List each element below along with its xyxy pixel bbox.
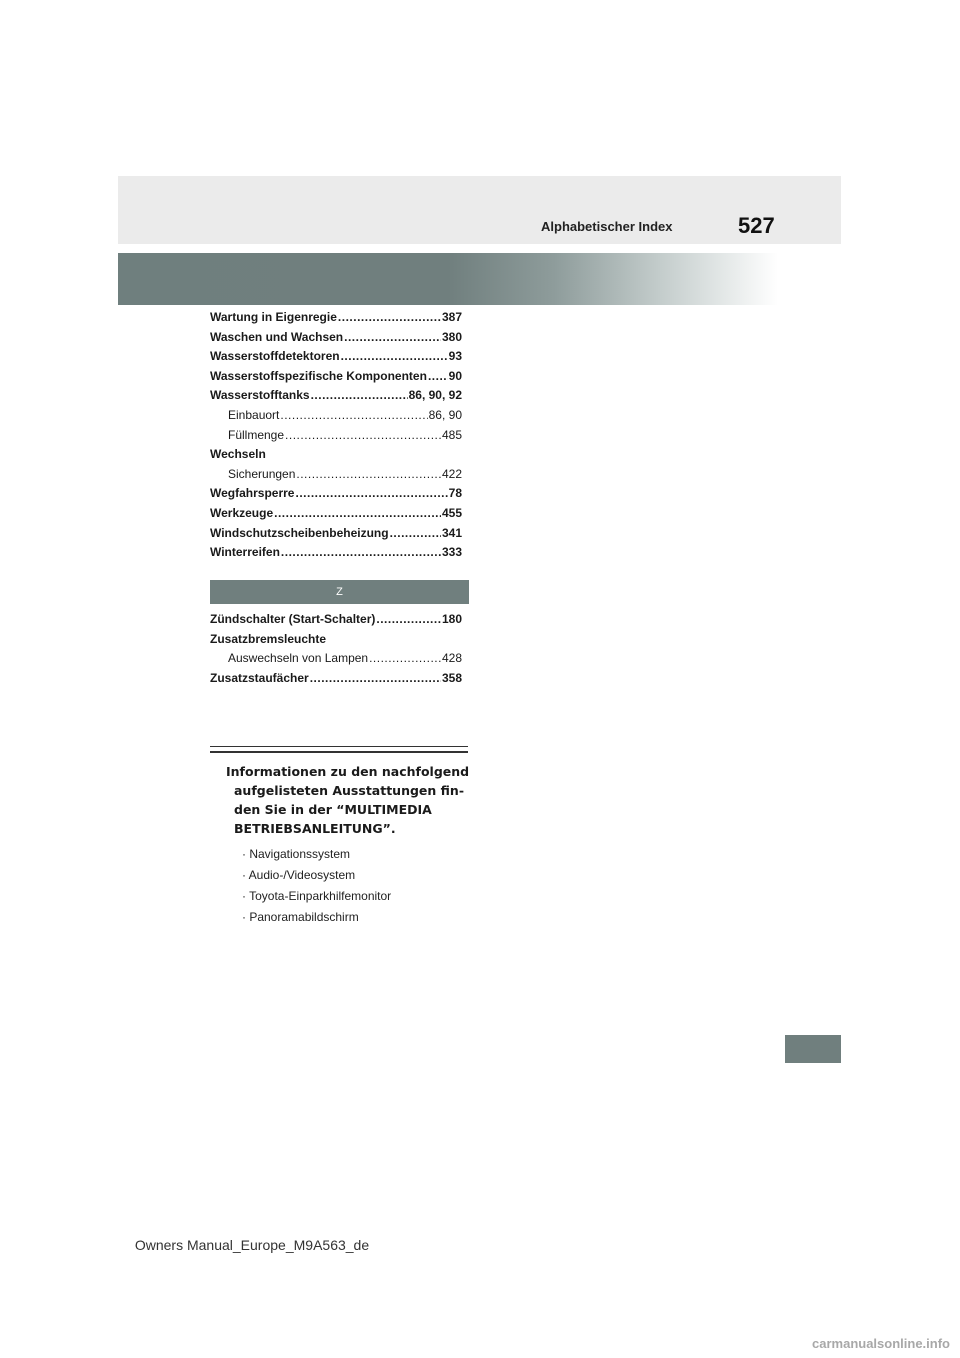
dot-leader [311, 386, 408, 406]
index-entry-label: Zusatzstaufächer [210, 670, 309, 685]
section-title: Alphabetischer Index [541, 219, 673, 234]
index-entry [210, 308, 462, 328]
index-entry-page: 86, 90, 92 [408, 388, 462, 403]
footer [0, 1237, 960, 1253]
index-entry-label: Zündschalter (Start-Schalter) [210, 612, 376, 626]
dot-leader [281, 543, 441, 563]
index-entry [210, 504, 462, 524]
index-entry-page: 387 [441, 310, 462, 324]
index-entry [210, 406, 462, 426]
index-entry-label: Waschen und Wachsen [210, 329, 344, 344]
info-box [210, 762, 472, 928]
list-item: · Audio-/Videosystem [242, 868, 356, 882]
dot-leader [376, 610, 441, 630]
decorative-gradient-bar [118, 253, 778, 305]
index-entry-page: 333 [441, 545, 462, 560]
feature-list [210, 844, 472, 928]
letter-heading-z: Z [210, 580, 469, 604]
index-entry-label: Wechseln [210, 447, 266, 462]
index-entry [210, 524, 462, 544]
dot-leader [428, 367, 448, 387]
index-entry-label: Windschutzscheibenbeheizung [210, 525, 389, 540]
index-list-w [210, 308, 462, 563]
index-entry-label: Wasserstofftanks [210, 388, 310, 403]
index-entry-page: 86, 90 [428, 407, 462, 422]
dot-leader [369, 649, 441, 669]
index-entry-label: Auswechseln von Lampen [228, 651, 369, 666]
dot-leader [295, 484, 447, 504]
index-entry-page: 455 [441, 505, 462, 520]
dot-leader [338, 308, 441, 328]
index-entry [210, 669, 462, 689]
watermark: carmanualsonline.info [812, 1336, 950, 1351]
index-entry-page: 93 [448, 349, 462, 364]
index-entry [210, 328, 462, 348]
index-entry [210, 484, 462, 504]
index-entry [210, 630, 462, 650]
index-entry-label: Wasserstoffspezifische Komponenten [210, 368, 427, 383]
index-entry-page: 358 [441, 670, 462, 685]
list-item: · Panoramabildschirm [242, 910, 359, 924]
index-entry-label: Einbauort [228, 407, 280, 422]
index-entry-page: 341 [441, 525, 462, 540]
double-rule-divider [210, 746, 468, 753]
index-entry-page: 180 [441, 612, 462, 626]
dot-leader [310, 669, 441, 689]
index-entry [210, 426, 462, 446]
index-entry [210, 543, 462, 563]
index-entry-page: 90 [448, 368, 462, 383]
dot-leader [274, 504, 441, 524]
info-line: den Sie in der “MULTIMEDIA [234, 802, 432, 817]
index-entry [210, 465, 462, 485]
index-entry [210, 445, 462, 465]
index-list-z [210, 610, 462, 688]
index-entry-page: 78 [448, 486, 462, 501]
page-number: 527 [738, 213, 775, 238]
index-entry [210, 386, 462, 406]
info-line: aufgelisteten Ausstattungen fin- [234, 783, 465, 798]
info-line: BETRIEBSANLEITUNG”. [234, 821, 396, 836]
dot-leader [341, 347, 448, 367]
index-entry-label: Winterreifen [210, 545, 280, 560]
index-entry [210, 367, 462, 387]
index-entry-label: Wasserstoffdetektoren [210, 349, 340, 364]
index-entry [210, 347, 462, 367]
index-entry-label: Wegfahrsperre [210, 486, 295, 501]
index-entry-page: 485 [441, 427, 462, 442]
footer-text: Owners Manual_Europe_M9A563_de [134, 1237, 370, 1253]
dot-leader [344, 328, 441, 348]
index-entry [210, 610, 462, 630]
info-text [210, 762, 472, 838]
index-entry-label: Füllmenge [228, 427, 285, 442]
info-line: Informationen zu den nachfolgend [226, 764, 470, 779]
index-entry [210, 649, 462, 669]
header-band [118, 176, 841, 244]
index-entry-label: Zusatzbremsleuchte [210, 631, 327, 646]
dot-leader [296, 465, 441, 485]
list-item: · Navigationssystem [242, 847, 351, 861]
index-entry-label: Werkzeuge [210, 505, 274, 520]
index-entry-page: 380 [441, 329, 462, 344]
list-item: · Toyota-Einparkhilfemonitor [242, 889, 392, 903]
dot-leader [285, 426, 441, 446]
index-entry-label: Sicherungen [228, 466, 296, 481]
index-entry-page: 428 [441, 651, 462, 666]
index-entry-page: 422 [441, 466, 462, 481]
dot-leader [280, 406, 427, 426]
index-entry-label: Wartung in Eigenregie [210, 310, 337, 324]
chapter-tab [785, 1035, 841, 1063]
dot-leader [390, 524, 441, 544]
